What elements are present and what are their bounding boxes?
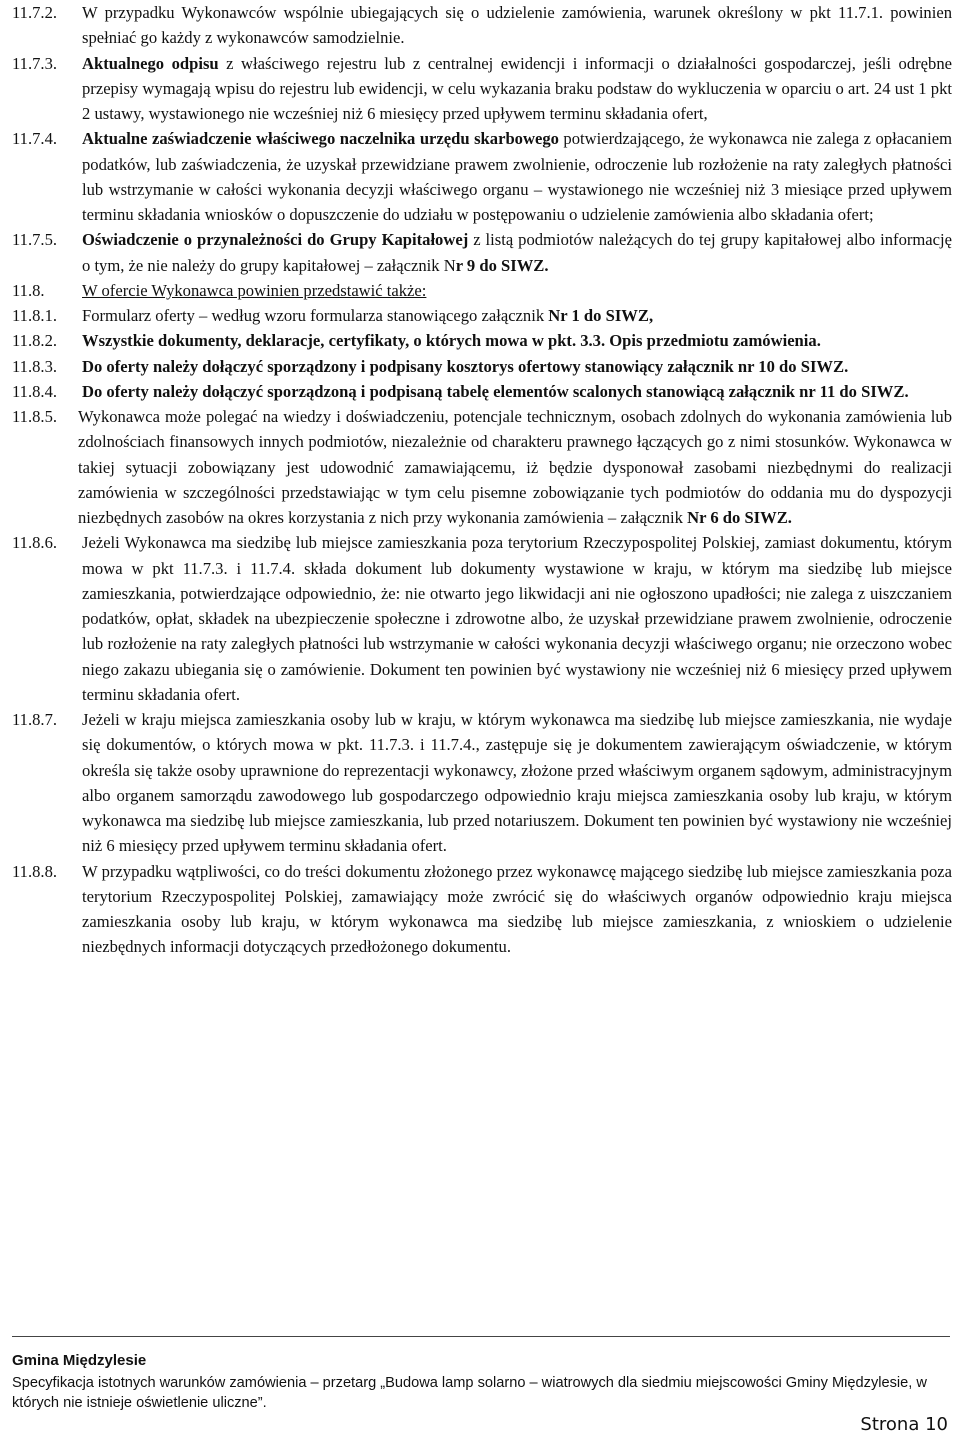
clause-text (82, 278, 952, 303)
clause-bold-body: Do oferty należy dołączyć sporządzoną i podpisaną tabelę elementów scalonych stanowiącą załącznik nr 11 do SIWZ. (82, 381, 909, 401)
clause-11-8-4 (12, 379, 952, 404)
clause-text (82, 303, 952, 328)
clause-number: 11.8.7. (12, 710, 58, 729)
clause-text (82, 379, 952, 404)
clause-bold-body: Do oferty należy dołączyć sporządzony i podpisany kosztorys ofertowy stanowiący załącznik nr 10 do SIWZ. (82, 356, 849, 376)
clause-underlined-heading: W ofercie Wykonawca powinien przedstawić także: (82, 280, 427, 300)
clause-body: z właściwego rejestru lub z centralnej ewidencji i informacji o działalności gospodarczej, jeśli odrębne przepisy wymagają wpisu do rejestru lub ewidencji, w celu wykazania braku podstaw do wykluczenia w oparciu o art. 24 ust 1 pkt 2 ustawy, wystawionego nie wcześniej niż 6 miesięcy przed upływem terminu składania ofert, (82, 53, 952, 123)
clause-number: 11.7.5. (12, 230, 58, 250)
clause-text (82, 328, 952, 353)
clause-number: 11.7.2. (12, 3, 58, 22)
page-footer (12, 1352, 950, 1413)
clause-bold-body: Wszystkie dokumenty, deklaracje, certyfikaty, o których mowa w pkt. 3.3. Opis przedmiotu zamówienia. (82, 331, 821, 351)
clause-11-8 (12, 278, 952, 303)
page-number: Strona 10 (860, 1414, 948, 1435)
clause-number: 11.8.5. (12, 407, 58, 426)
clause-11-7-3 (12, 51, 952, 127)
clause-text: Jeżeli Wykonawca ma siedzibę lub miejsce zamieszkania poza terytorium Rzeczypospolitej Polskiej, zamiast dokumentu, którym mowa w pkt 11.7.3. i 11.7.4. składa dokument lub dokumenty wystawione w kraju, w którym ma siedzibę lub miejsce zamieszkania, potwierdzające odpowiednio, że: nie otwarto jego likwidacji ani nie ogłoszono upadłości; nie zalega z uiszczaniem podatków, opłat, składek na ubezpieczenie społeczne i zdrowotne albo, że uzyskał przewidziane prawem zwolnienie, odroczenie lub rozłożenie na raty zaległych płatności lub wstrzymanie w całości wykonania decyzji właściwego organu; nie orzeczono wobec niego zakazu ubiegania się o zamówienie. Dokument ten powinien być wystawiony nie wcześniej niż 6 miesięcy przed upływem terminu składania ofert. (82, 533, 952, 704)
clause-text (82, 51, 952, 127)
clause-bold-tail: Nr 6 do SIWZ. (687, 508, 792, 527)
clause-text (82, 227, 952, 278)
clause-11-7-2 (12, 0, 952, 51)
clause-number: 11.8.4. (12, 381, 58, 401)
clause-number: 11.8.6. (12, 533, 58, 553)
clause-text: W przypadku wątpliwości, co do treści dokumentu złożonego przez wykonawcę mającego siedzibę lub miejsce zamieszkania poza terytorium Rzeczypospolitej Polskiej, zamawiający może zwrócić się do właściwych organów odpowiednio kraju miejsca zamieszkania osoby lub kraju, w którym wykonawca ma siedzibę lub miejsce zamieszkania, z wnioskiem o udzielenie niezbędnych informacji dotyczących przedłożonego dokumentu. (82, 861, 952, 957)
clause-body: Formularz oferty – według wzoru formularza stanowiącego załącznik (82, 306, 549, 325)
clause-body: z listą podmiotów należących do tej grupy kapitałowej albo informację o tym, że nie należy do grupy kapitałowej – załącznik N (82, 230, 953, 275)
footer-description: Specyfikacja istotnych warunków zamówienia – przetarg „Budowa lamp solarno – wiatrowych dla siedmiu miejscowości Gminy Międzylesie, w których nie istnieje oświetlenie uliczne”. (12, 1375, 927, 1411)
clause-text (78, 404, 952, 530)
clause-11-7-4 (12, 126, 952, 227)
clause-text (82, 126, 952, 227)
clause-11-8-1 (12, 303, 952, 328)
clause-number: 11.7.3. (12, 53, 58, 73)
clause-11-8-5 (12, 404, 952, 530)
clause-number: 11.8.1. (12, 306, 58, 325)
footer-divider (12, 1336, 950, 1337)
clause-number: 11.8.2. (12, 331, 58, 351)
clause-11-8-2 (12, 328, 952, 353)
clause-number: 11.8.8. (12, 861, 58, 881)
clause-number: 11.7.4. (12, 129, 58, 149)
clause-11-8-7 (12, 707, 952, 859)
clause-number: 11.8.3. (12, 356, 58, 376)
clause-bold-tail: Nr 1 do SIWZ, (548, 306, 654, 325)
clause-11-8-6 (12, 530, 952, 707)
clause-11-8-3 (12, 354, 952, 379)
clause-bold-tail: r 9 do SIWZ. (455, 255, 549, 275)
clause-bold-lead: Aktualnego odpisu (82, 53, 219, 73)
clause-text: W przypadku Wykonawców wspólnie ubiegających się o udzielenie zamówienia, warunek określony w pkt 11.7.1. powinien spełniać go każdy z wykonawców samodzielnie. (82, 3, 952, 48)
clause-text: Jeżeli w kraju miejsca zamieszkania osoby lub w kraju, w którym wykonawca ma siedzibę lub miejsce zamieszkania, nie wydaje się dokumentów, o których mowa w pkt. 11.7.3. i 11.7.4., zastępuje się je dokumentem zawierającym oświadczenie, w którym określa się także osoby uprawnione do reprezentacji wykonawcy, złożone przed właściwym organem sądowym, administracyjnym albo organem samorządu zawodowego lub gospodarczego odpowiednio kraju miejsca zamieszkania osoby lub kraju, w którym wykonawca ma siedzibę lub miejsce zamieszkania, lub przed notariuszem. Dokument ten powinien być wystawiony nie wcześniej niż 6 miesięcy przed upływem terminu składania ofert. (82, 710, 952, 856)
clause-number: 11.8. (12, 280, 45, 300)
clause-11-8-8 (12, 859, 952, 960)
document-body (12, 0, 952, 960)
clause-11-7-5 (12, 227, 952, 278)
clause-bold-lead: Oświadczenie o przynależności do Grupy Kapitałowej (82, 230, 469, 250)
clause-body: Wykonawca może polegać na wiedzy i doświadczeniu, potencjale technicznym, osobach zdolnych do wykonania zamówienia lub zdolnościach finansowych innych podmiotów, niezależnie od charakteru prawnego łączących go z nimi stosunków. Wykonawca w takiej sytuacji zobowiązany jest udowodnić zamawiającemu, iż będzie dysponował zasobami niezbędnymi do realizacji zamówienia w szczególności przedstawiając w tym celu pisemne zobowiązanie tych podmiotów do oddania mu do dyspozycji niezbędnych zasobów na okres korzystania z nich przy wykonania zamówienia – załącznik (78, 407, 952, 527)
clause-body: potwierdzającego, że wykonawca nie zalega z opłacaniem podatków, lub zaświadczenia, że uzyskał przewidziane prawem zwolnienie, odroczenie lub rozłożenie na raty zaległych płatności lub wstrzymanie w całości wykonania decyzji właściwego organu – wystawionego nie wcześniej niż 3 miesiące przed upływem terminu składania wniosków o dopuszczenie do udziału w postępowaniu o udzielenie zamówienia albo składania ofert; (82, 129, 952, 224)
clause-bold-lead: Aktualne zaświadczenie właściwego naczelnika urzędu skarbowego (82, 129, 559, 149)
clause-text (82, 354, 952, 379)
footer-title: Gmina Międzylesie (12, 1352, 147, 1369)
